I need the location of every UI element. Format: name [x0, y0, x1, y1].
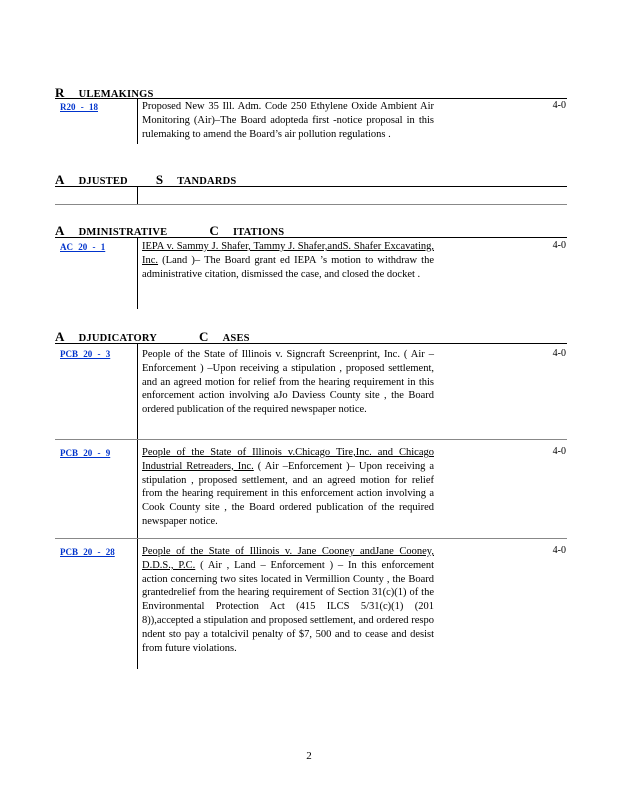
case-description-pcb20-3: People of the State of Illinois v. Signcraft Screenprint, Inc. ( Air –Enforcement ) –Upon receiving a stipulation , proposed settlement, and an agreed motion for relief from the hearing requirement in this enforcement action involving aJo Daviess County site , the Board ordered publication of the required newspaper notice.	[142, 349, 434, 416]
vote-pcb20-28: 4-0	[552, 545, 566, 556]
section-title-rulemakings: R ULEMAKINGS	[55, 85, 154, 100]
case-link-pcb20-28[interactable]: PCB 20 - 28	[60, 547, 115, 557]
vote-r20-18: 4-0	[552, 100, 566, 111]
row-separator	[55, 439, 567, 440]
case-description-pcb20-9: People of the State of Illinois v.Chicago Tire,Inc. and Chicago Industrial Retreaders, Inc. ( Air –Enforcement )– Upon receiving a stipulation , proposed settlement, and an agreed motion for relief from the hearing requirement in this enforcement action involving a Cook County site , the Board ordered publication of the required newspaper notice.	[142, 447, 434, 527]
case-party-pcb20-9: People of the State of Illinois v.Chicago Tire,Inc. and Chicago Industrial Retreaders, Inc.	[142, 447, 434, 472]
case-party-pcb20-28: People of the State of Illinois v. Jane Cooney andJane Cooney, D.D.S., P.C.	[142, 546, 434, 571]
section-title-adjudicatory-cases: A DJUDICATORY C ASES	[55, 329, 250, 344]
column-divider	[137, 237, 138, 309]
section-rule	[55, 186, 567, 187]
case-party-ac20-1: IEPA v. Sammy J. Shafer, Tammy J. Shafer,andS. Shafer Excavating, Inc.	[142, 241, 434, 266]
case-link-pcb20-3[interactable]: PCB 20 - 3	[60, 349, 111, 359]
case-link-r20-18[interactable]: R20 - 18	[60, 102, 98, 112]
column-divider	[137, 98, 138, 144]
column-divider	[137, 186, 138, 204]
case-description-r20-18: Proposed New 35 Ill. Adm. Code 250 Ethylene Oxide Ambient Air Monitoring (Air)–The Board adopteda first -notice proposal in this rulemaking to amend the Board’s air pollution regulations .	[142, 101, 434, 140]
section-rule	[55, 98, 567, 99]
vote-ac20-1: 4-0	[552, 240, 566, 251]
section-rule	[55, 343, 567, 344]
section-bottom-rule	[55, 204, 567, 205]
case-description-pcb20-28: People of the State of Illinois v. Jane Cooney andJane Cooney, D.D.S., P.C. ( Air , Land – Enforcement ) – In this enforcement action concerning two sites located in Vermillion County , the Board grantedrelief from the hearing requirement of Section 31(c)(1) of the Environmental Protection Act (415 ILCS 5/31(c)(1) (201 8)),accepted a stipulation and proposed settlement, and ordered respo ndent sto pay a totalcivil penalty of $7, 500 and to cease and desist from future violations.	[142, 546, 435, 654]
page-number: 2	[306, 750, 312, 762]
section-title-administrative-citations: A DMINISTRATIVE C ITATIONS	[55, 223, 285, 238]
section-rule	[55, 237, 567, 238]
row-separator	[55, 538, 567, 539]
case-link-ac20-1[interactable]: AC 20 - 1	[60, 242, 106, 252]
vote-pcb20-9: 4-0	[552, 446, 566, 457]
column-divider	[137, 343, 138, 669]
vote-pcb20-3: 4-0	[552, 348, 566, 359]
case-link-pcb20-9[interactable]: PCB 20 - 9	[60, 448, 111, 458]
case-description-ac20-1: IEPA v. Sammy J. Shafer, Tammy J. Shafer,andS. Shafer Excavating, Inc. (Land )– The Board grant ed IEPA ’s motion to withdraw the administrative citation, dismissed the case, and closed the docket .	[142, 241, 434, 280]
section-title-adjusted-standards: A DJUSTED S TANDARDS	[55, 172, 237, 187]
